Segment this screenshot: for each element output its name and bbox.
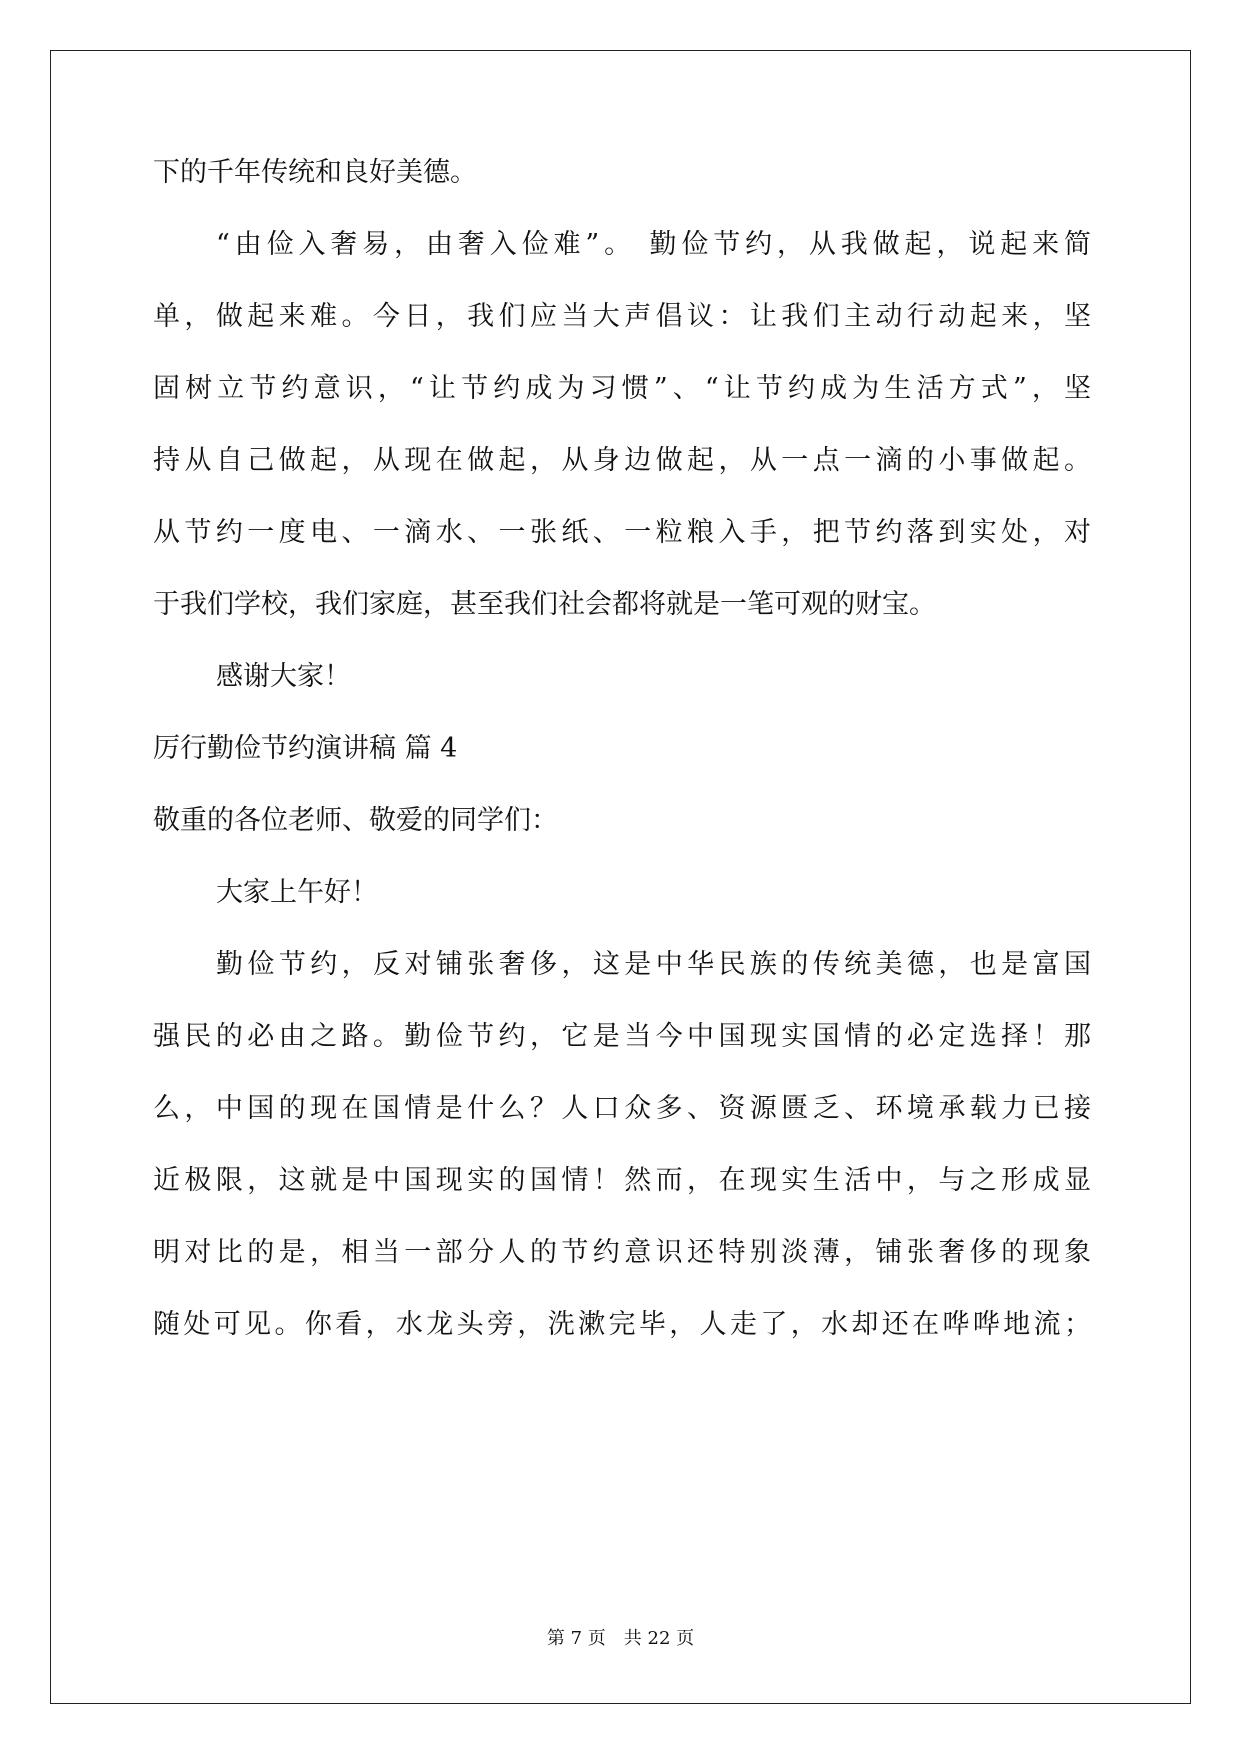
- body-line-11: 近极限，这就是中国现实的国情！然而，在现实生活中，与之形成显: [153, 1165, 1091, 1196]
- body-line-7: 于我们学校，我们家庭，甚至我们社会都将就是一笔可观的财宝。: [153, 589, 936, 620]
- body-line-2: “由俭入奢易，由奢入俭难”。 勤俭节约，从我做起，说起来简: [216, 229, 1091, 260]
- greeting: 大家上午好！: [216, 877, 378, 908]
- body-line-6: 从节约一度电、一滴水、一张纸、一粒粮入手，把节约落到实处，对: [153, 517, 1091, 548]
- body-line-10: 么，中国的现在国情是什么？人口众多、资源匮乏、环境承载力已接: [153, 1093, 1091, 1124]
- body-line-3: 单，做起来难。今日，我们应当大声倡议：让我们主动行动起来，坚: [153, 301, 1091, 332]
- body-line-9: 强民的必由之路。勤俭节约，它是当今中国现实国情的必定选择！那: [153, 1021, 1091, 1052]
- closing-thanks: 感谢大家！: [216, 661, 351, 692]
- body-line-1: 下的千年传统和良好美德。: [153, 157, 477, 188]
- salutation: 敬重的各位老师、敬爱的同学们：: [153, 805, 558, 836]
- section-heading: 厉行勤俭节约演讲稿 篇 4: [153, 733, 458, 764]
- page-number-footer: 第 7 页 共 22 页: [546, 1628, 695, 1649]
- body-line-5: 持从自己做起，从现在做起，从身边做起，从一点一滴的小事做起。: [153, 445, 1091, 476]
- body-line-13: 随处可见。你看，水龙头旁，洗漱完毕，人走了，水却还在哗哗地流；: [153, 1309, 1091, 1340]
- body-line-4: 固树立节约意识，“让节约成为习惯”、“让节约成为生活方式”，坚: [153, 373, 1091, 404]
- body-line-8: 勤俭节约，反对铺张奢侈，这是中华民族的传统美德，也是富国: [216, 949, 1091, 980]
- body-line-12: 明对比的是，相当一部分人的节约意识还特别淡薄，铺张奢侈的现象: [153, 1237, 1091, 1268]
